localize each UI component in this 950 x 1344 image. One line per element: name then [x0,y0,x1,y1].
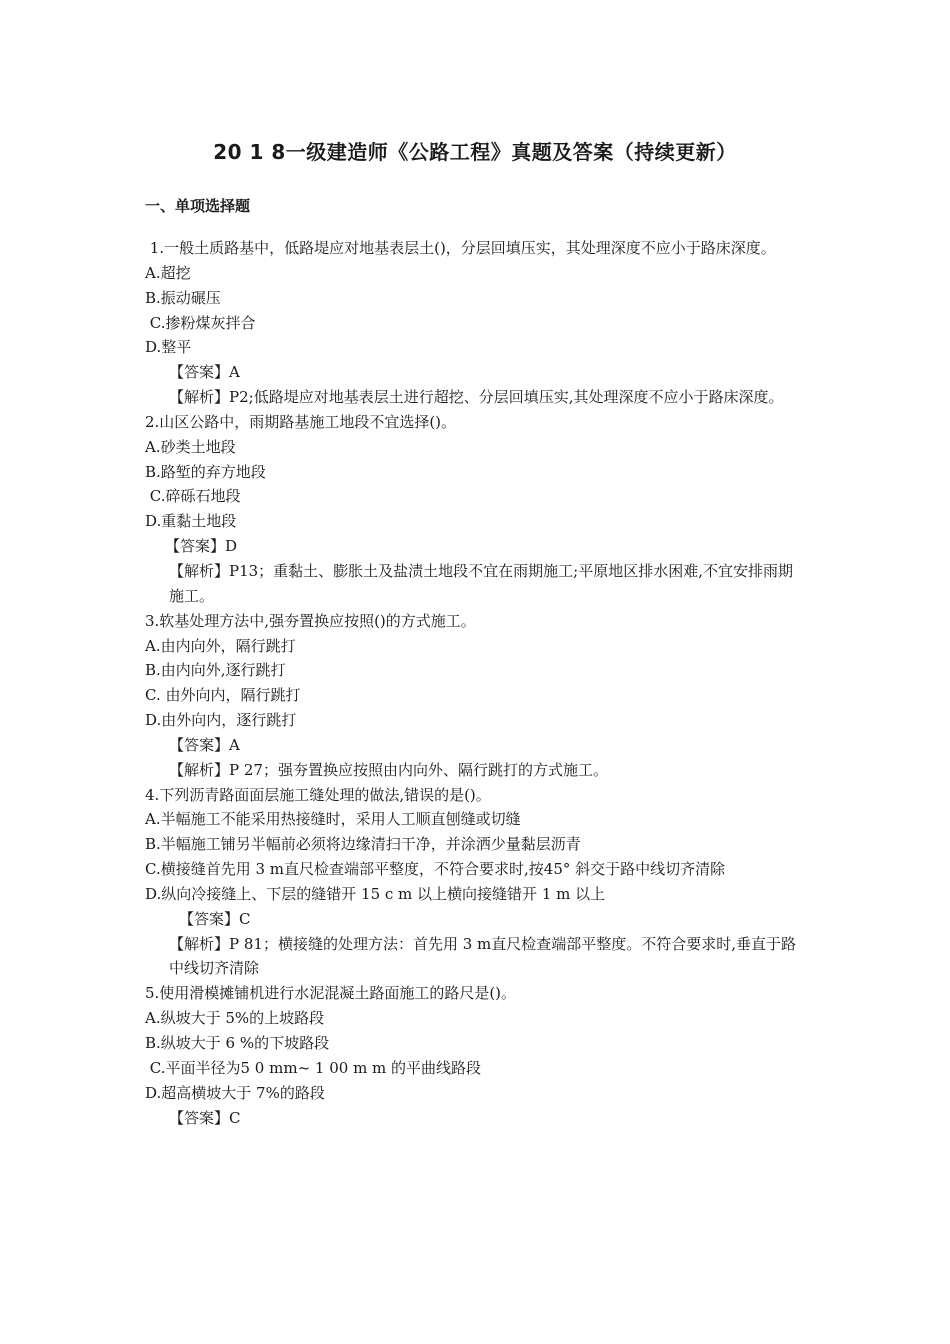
answer: 【答案】A [169,363,240,382]
answer: 【答案】C [179,909,251,928]
question-stem: 2.山区公路中，雨期路基施工地段不宜选择()。 [145,412,457,431]
question-stem: 4.下列沥青路面面层施工缝处理的做法,错误的是()。 [145,785,491,804]
answer: 【答案】D [165,537,238,556]
option-b: B.路堑的弃方地段 [145,462,266,481]
question-stem: 3.软基处理方法中,强夯置换应按照()的方式施工。 [145,611,476,630]
option-c: C.横接缝首先用 3 m直尺检查端部平整度，不符合要求时,按45° 斜交于路中线切齐清除 [145,860,726,879]
option-b: B.由内向外,逐行跳打 [145,661,286,680]
option-d: D.整平 [145,338,192,357]
option-a: A.超挖 [145,263,191,282]
question-stem: 1.一般土质路基中，低路堤应对地基表层土()，分层回填压实，其处理深度不应小于路床深度。 [145,239,776,257]
option-a: A.由内向外，隔行跳打 [145,636,296,655]
option-c: C.平面半径为5 0 mm~ 1 00 m m 的平曲线路段 [145,1058,482,1077]
analysis: 【解析】P13；重黏土、膨胀土及盐渍土地段不宜在雨期施工;平原地区排水困难,不宜安排雨期施工。 [169,561,794,605]
option-c: C.掺粉煤灰拌合 [145,313,256,332]
option-b: B.半幅施工铺另半幅前必须将边缘清扫干净，并涂洒少量黏层沥青 [145,835,581,854]
section-heading: 一、单项选择题 [145,197,251,215]
option-d: D.由外向内，逐行跳打 [145,711,297,730]
option-c: C. 由外向内，隔行跳打 [145,686,301,705]
analysis: 【解析】P 27；强夯置换应按照由内向外、隔行跳打的方式施工。 [169,760,608,779]
option-b: B.振动碾压 [145,288,221,307]
question-list [145,236,807,1130]
document-title: 20 1 8一级建造师《公路工程》真题及答案（持续更新） [213,140,737,164]
analysis: 【解析】P2;低路堤应对地基表层土进行超挖、分层回填压实,其处理深度不应小于路床深度。 [169,388,784,407]
option-b: B.纵坡大于 6 %的下坡路段 [145,1034,330,1052]
question-stem: 5.使用滑模摊铺机进行水泥混凝土路面施工的路尺是()。 [145,984,517,1003]
analysis: 【解析】P 81；横接缝的处理方法：首先用 3 m直尺检查端部平整度。不符合要求时,垂直于路中线切齐清除 [169,934,797,978]
option-a: A.砂类土地段 [145,437,236,456]
option-d: D.纵向冷接缝上、下层的缝错开 15 c m 以上横向接缝错开 1 m 以上 [145,884,606,903]
option-d: D.重黏土地段 [145,512,237,531]
option-c: C.碎砾石地段 [145,487,241,506]
option-a: A.半幅施工不能采用热接缝时，采用人工顺直刨缝或切缝 [145,810,521,829]
option-d: D.超高横坡大于 7%的路段 [145,1083,325,1102]
answer: 【答案】C [169,1108,241,1127]
option-a: A.纵坡大于 5%的上坡路段 [145,1009,325,1028]
answer: 【答案】A [169,735,240,754]
